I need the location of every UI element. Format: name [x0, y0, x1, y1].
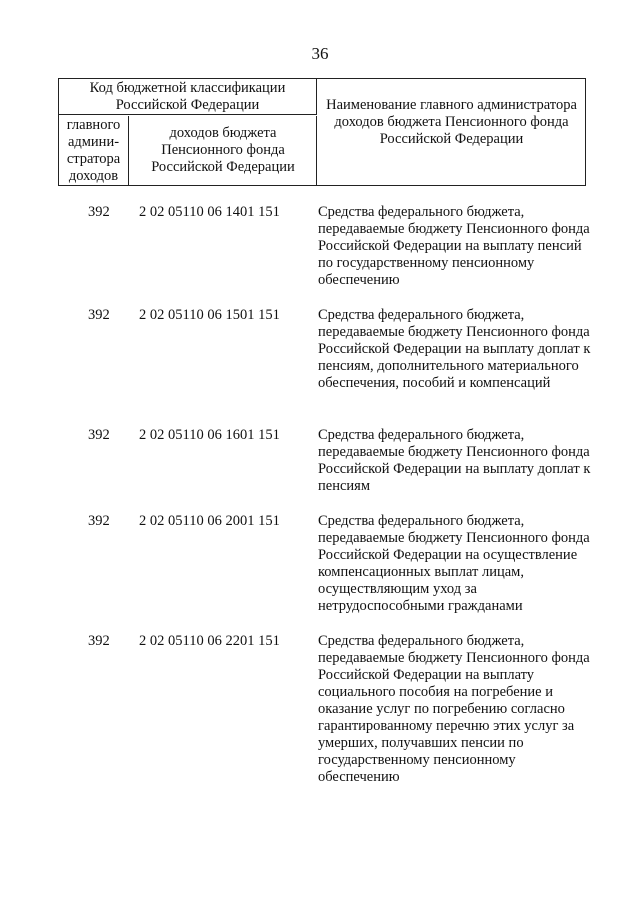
- header-name-column: Наименование главного администратора доходов бюджета Пенсионного фонда Российской Федерации: [326, 97, 577, 147]
- admin-code: 392: [88, 204, 110, 220]
- page-number: 36: [311, 44, 329, 63]
- row-description: Средства федерального бюджета, передаваемые бюджету Пенсионного фонда Российской Федерации на выплату доплат к пенсиям: [318, 427, 591, 494]
- budget-code: 2 02 05110 06 1501 151: [139, 307, 280, 323]
- budget-code: 2 02 05110 06 1401 151: [139, 204, 280, 220]
- header-code-title: Код бюджетной классификации Российской Федерации: [59, 79, 317, 115]
- row-description: Средства федерального бюджета, передаваемые бюджету Пенсионного фонда Российской Федерации на осуществление компенсационных выплат лицам, осуществляющим уход за нетрудоспособными гражданами: [318, 513, 590, 614]
- row-description: Средства федерального бюджета, передаваемые бюджету Пенсионного фонда Российской Федерации на выплату социального пособия на погребение и оказание услуг по погребению согласно гарантированному перечню этих услуг за умерших, получавших пенсии по государственному пенсионному обеспечению: [318, 633, 590, 785]
- admin-code: 392: [88, 513, 110, 529]
- row-description: Средства федерального бюджета, передаваемые бюджету Пенсионного фонда Российской Федерации на выплату доплат к пенсиям, дополнительного материального обеспечения, пособий и компенсаций: [318, 307, 591, 391]
- header-income-column: доходов бюджета Пенсионного фонда Российской Федерации: [130, 116, 317, 185]
- row-description: Средства федерального бюджета, передаваемые бюджету Пенсионного фонда Российской Федерации на выплату пенсий по государственному пенсионному обеспечению: [318, 204, 590, 288]
- admin-code: 392: [88, 427, 110, 443]
- budget-code: 2 02 05110 06 2001 151: [139, 513, 280, 529]
- table-header: [58, 78, 586, 186]
- admin-code: 392: [88, 633, 110, 649]
- budget-code: 2 02 05110 06 2201 151: [139, 633, 280, 649]
- header-admin-column: главного админи-стратора доходов: [59, 116, 129, 185]
- budget-code: 2 02 05110 06 1601 151: [139, 427, 280, 443]
- admin-code: 392: [88, 307, 110, 323]
